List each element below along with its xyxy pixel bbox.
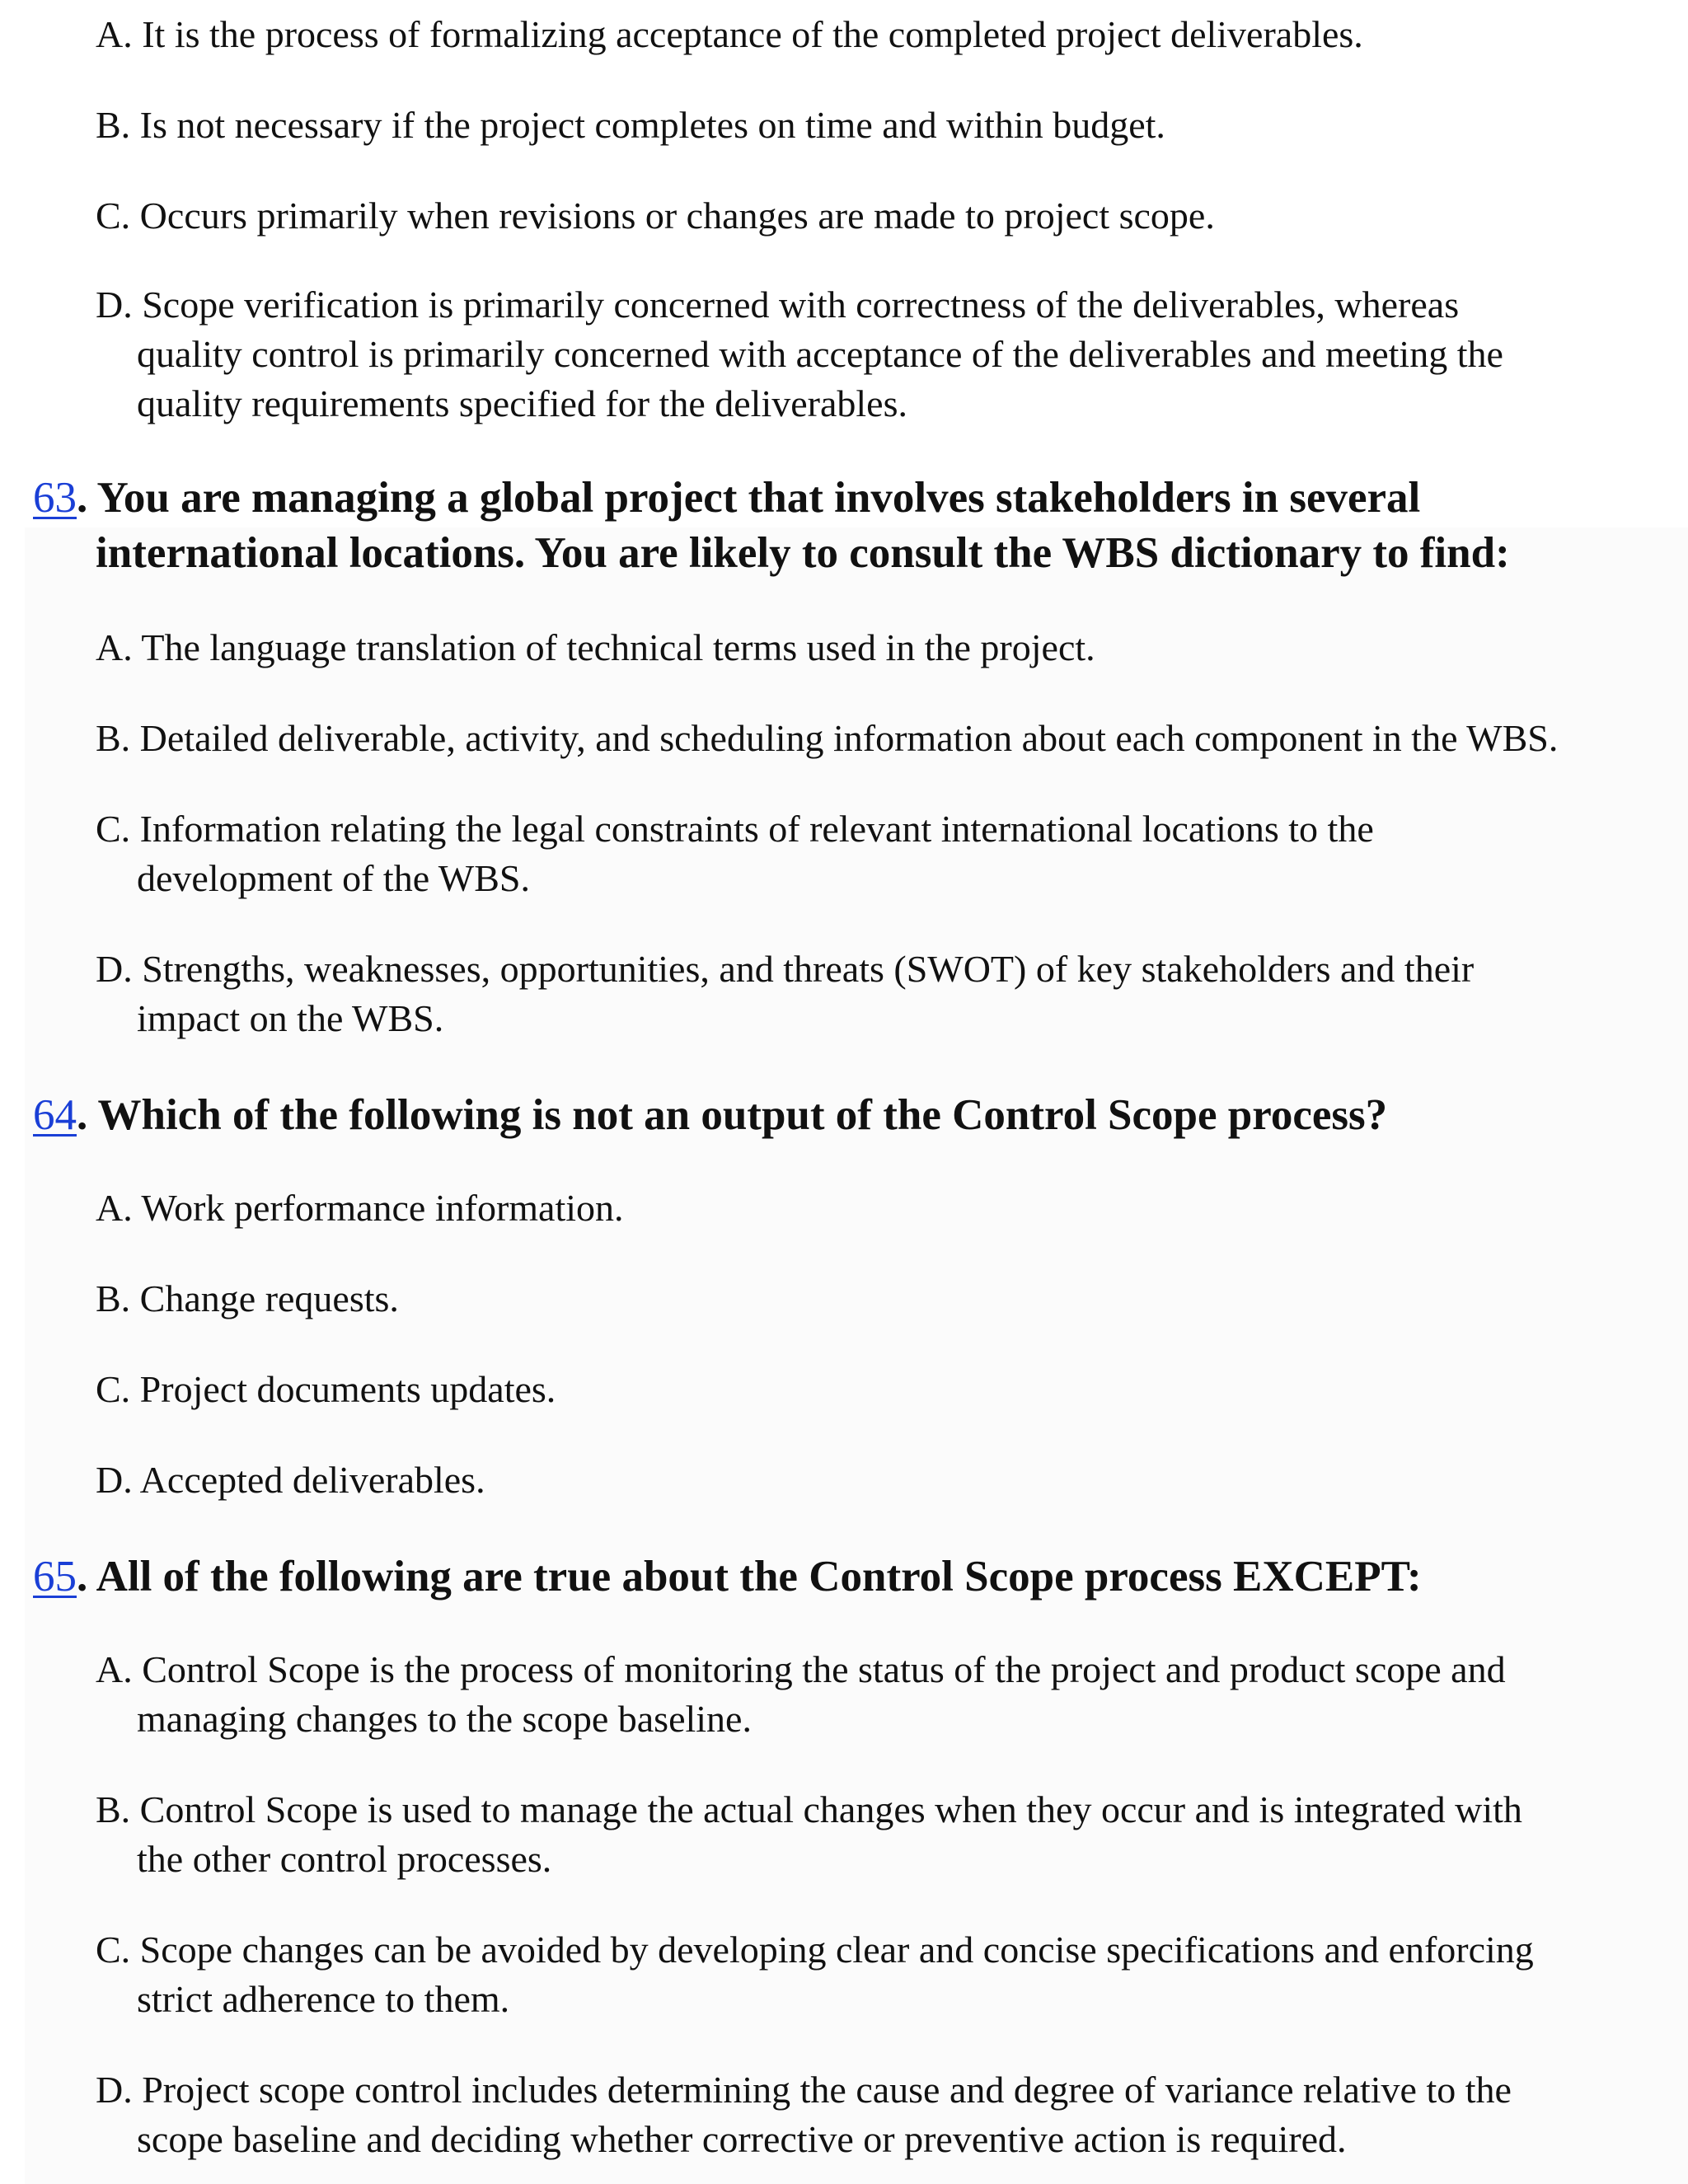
question-64 (33, 1088, 1673, 1143)
option-text: A. Control Scope is the process of monitoring the status of the project and product scope and (96, 1648, 1506, 1690)
question-number-link[interactable]: 64 (33, 1091, 77, 1139)
option-a (96, 1183, 1672, 1233)
option-text: B. Detailed deliverable, activity, and scheduling information about each component in the WBS. (96, 717, 1559, 759)
option-d (96, 944, 1672, 1043)
option-c (96, 804, 1672, 903)
option-text: A. It is the process of formalizing acceptance of the completed project deliverables. (96, 13, 1363, 55)
question-65 (33, 1549, 1673, 1605)
option-b (96, 1785, 1672, 1884)
option-text: B. Control Scope is used to manage the actual changes when they occur and is integrated with (96, 1788, 1522, 1830)
option-text: D. Strengths, weaknesses, opportunities, and threats (SWOT) of key stakeholders and their (96, 948, 1475, 990)
question-text: . You are managing a global project that involves stakeholders in several (77, 474, 1421, 522)
option-d (96, 280, 1672, 429)
option-text-cont: quality requirements specified for the deliverables. (137, 382, 907, 424)
option-text: A. Work performance information. (96, 1187, 624, 1229)
question-63 (33, 471, 1673, 581)
option-b (96, 714, 1672, 763)
option-text: C. Information relating the legal constraints of relevant international locations to the (96, 808, 1374, 850)
option-text: B. Is not necessary if the project completes on time and within budget. (96, 104, 1165, 146)
option-b (96, 101, 1672, 150)
option-a (96, 1645, 1672, 1744)
option-text-cont: scope baseline and deciding whether corrective or preventive action is required. (137, 2118, 1347, 2160)
option-text-cont: development of the WBS. (137, 857, 530, 899)
option-text: C. Occurs primarily when revisions or changes are made to project scope. (96, 194, 1215, 237)
question-text: . All of the following are true about the Control Scope process EXCEPT: (77, 1553, 1422, 1601)
option-text-cont: managing changes to the scope baseline. (137, 1698, 752, 1740)
option-c (96, 191, 1672, 241)
option-text-cont: impact on the WBS. (137, 997, 444, 1039)
option-text: D. Scope verification is primarily concerned with correctness of the deliverables, whereas (96, 284, 1460, 326)
option-text: C. Project documents updates. (96, 1368, 556, 1410)
option-text: D. Accepted deliverables. (96, 1459, 485, 1501)
option-text: D. Project scope control includes determining the cause and degree of variance relative to the (96, 2069, 1512, 2111)
option-c (96, 1925, 1672, 2024)
option-a (96, 623, 1672, 673)
option-text: C. Scope changes can be avoided by developing clear and concise specifications and enforcing (96, 1929, 1534, 1971)
option-text: A. The language translation of technical terms used in the project. (96, 626, 1095, 668)
question-number-link[interactable]: 65 (33, 1553, 77, 1601)
option-d (96, 1455, 1672, 1505)
question-number-link[interactable]: 63 (33, 474, 77, 522)
option-c (96, 1365, 1672, 1414)
option-text-cont: the other control processes. (137, 1838, 552, 1880)
option-b (96, 1274, 1672, 1324)
question-text-cont: international locations. You are likely to consult the WBS dictionary to find: (96, 529, 1510, 577)
option-a (96, 10, 1672, 59)
option-text-cont: quality control is primarily concerned with acceptance of the deliverables and meeting the (137, 333, 1503, 375)
option-d (96, 2065, 1672, 2164)
option-text: B. Change requests. (96, 1277, 399, 1319)
question-text: . Which of the following is not an output of the Control Scope process? (77, 1091, 1388, 1139)
option-text-cont: strict adherence to them. (137, 1978, 510, 2020)
